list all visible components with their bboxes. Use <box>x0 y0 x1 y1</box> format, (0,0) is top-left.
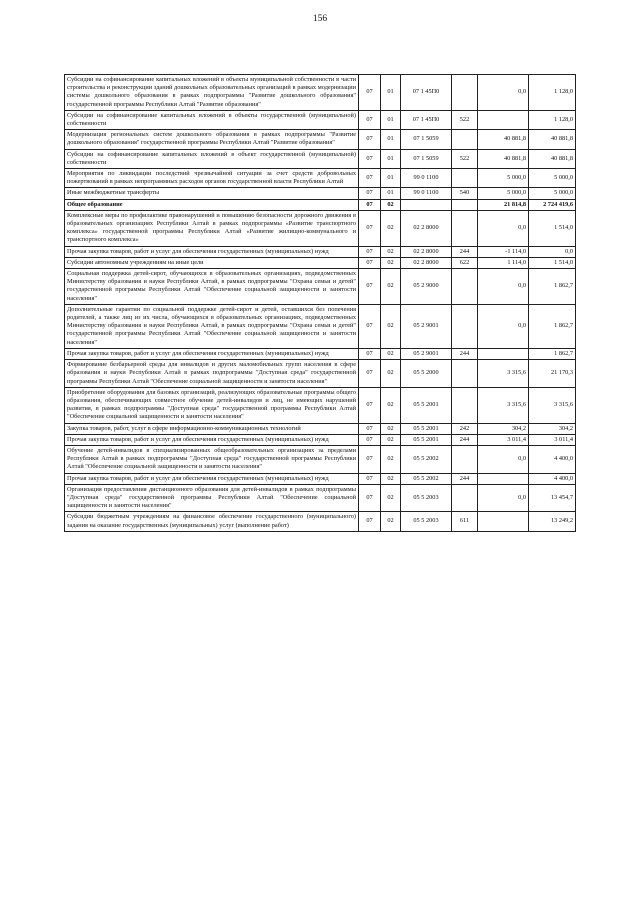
amount-change: 3 011,4 <box>478 434 529 445</box>
expense-type-code: 522 <box>452 110 478 129</box>
amount-change: 3 315,6 <box>478 387 529 423</box>
target-article-code: 99 0 1100 <box>401 169 452 188</box>
section-code: 07 <box>359 387 381 423</box>
amount-change: 0,0 <box>478 75 529 111</box>
section-code: 07 <box>359 304 381 348</box>
amount-total: 1 128,0 <box>529 75 576 111</box>
section-code: 07 <box>359 169 381 188</box>
row-name: Субсидии автономным учреждениям на иные цели <box>65 257 359 268</box>
table-row <box>65 512 576 531</box>
subsection-code: 02 <box>381 360 401 388</box>
subsection-code: 02 <box>381 269 401 305</box>
row-name: Субсидии бюджетным учреждениям на финансовое обеспечение государственного (муниципального) задания на оказание государственных (муниципальных) услуг (выполнение работ) <box>65 512 359 531</box>
row-name: Приобретение оборудования для базовых организаций, реализующих образовательные программы общего образования, обеспечивающих совместное обучение детей-инвалидов и лиц, не имеющих нарушений развития, в рамках подпрограммы "Доступная среда" государственной программы Республики Алтай "Обеспечение социальной защищенности и занятости населения" <box>65 387 359 423</box>
table-row <box>65 149 576 168</box>
target-article-code: 07 1 5059 <box>401 149 452 168</box>
target-article-code: 05 5 2002 <box>401 473 452 484</box>
table-row <box>65 188 576 199</box>
section-code: 07 <box>359 75 381 111</box>
amount-change: -1 114,0 <box>478 246 529 257</box>
expense-type-code <box>452 360 478 388</box>
expense-type-code <box>452 210 478 246</box>
amount-total: 1 128,0 <box>529 110 576 129</box>
table-row <box>65 360 576 388</box>
amount-change: 5 000,0 <box>478 188 529 199</box>
target-article-code: 05 5 2003 <box>401 484 452 512</box>
amount-change <box>478 512 529 531</box>
table-row <box>65 110 576 129</box>
amount-change: 0,0 <box>478 484 529 512</box>
amount-change: 304,2 <box>478 423 529 434</box>
amount-total: 2 724 419,6 <box>529 199 576 210</box>
target-article-code: 05 5 2000 <box>401 360 452 388</box>
expense-type-code: 244 <box>452 434 478 445</box>
subsection-code: 02 <box>381 199 401 210</box>
expense-type-code: 244 <box>452 473 478 484</box>
row-name: Комплексные меры по профилактике правонарушений и повышению безопасности дорожного движения в образовательных организациях Республики Алтай в рамках подпрограммы «Развитие транспортного комплекса» государственной программы Республики Алтай «Развитие жилищно-коммунального и транспортного комплекса» <box>65 210 359 246</box>
subsection-code: 02 <box>381 348 401 359</box>
expense-type-code: 244 <box>452 246 478 257</box>
row-name: Модернизация региональных систем дошкольного образования в рамках подпрограммы "Развитие дошкольного образования" государственной программы Республики Алтай "Развитие образования" <box>65 130 359 149</box>
table-row <box>65 423 576 434</box>
target-article-code: 05 5 2001 <box>401 423 452 434</box>
expense-type-code: 242 <box>452 423 478 434</box>
table-row <box>65 246 576 257</box>
expense-type-code: 540 <box>452 188 478 199</box>
amount-total: 40 881,8 <box>529 130 576 149</box>
target-article-code: 05 5 2003 <box>401 512 452 531</box>
amount-change: 40 881,8 <box>478 149 529 168</box>
section-code: 07 <box>359 149 381 168</box>
amount-change: 21 814,8 <box>478 199 529 210</box>
amount-total: 5 000,0 <box>529 188 576 199</box>
expense-type-code: 244 <box>452 348 478 359</box>
amount-change: 5 000,0 <box>478 169 529 188</box>
amount-total: 13 249,2 <box>529 512 576 531</box>
row-name: Закупка товаров, работ, услуг в сфере информационно-коммуникационных технологий <box>65 423 359 434</box>
target-article-code: 07 1 45П0 <box>401 110 452 129</box>
amount-change: 0,0 <box>478 210 529 246</box>
section-code: 07 <box>359 130 381 149</box>
table-row <box>65 130 576 149</box>
table-row <box>65 434 576 445</box>
expense-type-code <box>452 130 478 149</box>
subsection-code: 02 <box>381 512 401 531</box>
amount-change <box>478 348 529 359</box>
row-name: Дополнительные гарантии по социальной поддержке детей-сирот и детей, оставшихся без попечения родителей, а также лиц из их числа, обучающихся в образовательных организациях, подведомственных Министерству образования и науки Республики Алтай, в рамках подпрограммы "Охрана семьи и детей" государственной программы Республики Алтай "Обеспечение социальной защищенности и занятости населения" <box>65 304 359 348</box>
subsection-code: 02 <box>381 423 401 434</box>
subsection-code: 02 <box>381 484 401 512</box>
subsection-code: 01 <box>381 75 401 111</box>
subsection-code: 02 <box>381 246 401 257</box>
amount-total: 1 514,0 <box>529 210 576 246</box>
section-code: 07 <box>359 246 381 257</box>
amount-change: 40 881,8 <box>478 130 529 149</box>
table-row <box>65 199 576 210</box>
target-article-code: 05 2 9001 <box>401 304 452 348</box>
amount-change <box>478 110 529 129</box>
section-code: 07 <box>359 348 381 359</box>
table-row <box>65 210 576 246</box>
expense-type-code <box>452 484 478 512</box>
table-row <box>65 348 576 359</box>
amount-total: 21 170,3 <box>529 360 576 388</box>
row-name: Обучение детей-инвалидов в специализированных общеобразовательных организациях за пределами Республики Алтай в рамках подпрограммы "Доступная среда" государственной программы Республики Алтай "Обеспечение социальной защищенности и занятости населения" <box>65 445 359 473</box>
subsection-code: 01 <box>381 169 401 188</box>
table-row <box>65 304 576 348</box>
target-article-code: 05 5 2001 <box>401 387 452 423</box>
amount-total: 13 454,7 <box>529 484 576 512</box>
row-name: Организация предоставления дистанционного образования для детей-инвалидов в рамках подпрограммы "Доступная среда" государственной программы Республики Алтай "Обеспечение социальной защищенности и занятости населения" <box>65 484 359 512</box>
target-article-code: 02 2 8000 <box>401 246 452 257</box>
table-row <box>65 445 576 473</box>
subsection-code: 01 <box>381 130 401 149</box>
table-row <box>65 473 576 484</box>
subsection-code: 02 <box>381 257 401 268</box>
amount-change: 0,0 <box>478 269 529 305</box>
table-row <box>65 75 576 111</box>
row-name: Формирование безбарьерной среды для инвалидов и других маломобильных групп населения в сфере образования и науки Республики Алтай в рамках подпрограммы "Доступная среда" государственной программы Республики Алтай "Обеспечение социальной защищенности и занятости населения" <box>65 360 359 388</box>
subsection-code: 02 <box>381 304 401 348</box>
row-name: Субсидии на софинансирование капитальных вложений в объекты государственной (муниципальной) собственности <box>65 110 359 129</box>
amount-change: 0,0 <box>478 304 529 348</box>
expense-type-code: 522 <box>452 149 478 168</box>
amount-total: 1 862,7 <box>529 304 576 348</box>
section-code: 07 <box>359 484 381 512</box>
expense-type-code <box>452 445 478 473</box>
expense-type-code <box>452 199 478 210</box>
row-name: Субсидии на софинансирование капитальных вложений в объект государственной (муниципальной) собственности <box>65 149 359 168</box>
section-code: 07 <box>359 269 381 305</box>
target-article-code: 07 1 45П0 <box>401 75 452 111</box>
expense-type-code <box>452 169 478 188</box>
row-name: Общее образование <box>65 199 359 210</box>
table-row <box>65 269 576 305</box>
row-name: Прочая закупка товаров, работ и услуг для обеспечения государственных (муниципальных) нужд <box>65 473 359 484</box>
amount-total: 1 862,7 <box>529 348 576 359</box>
subsection-code: 01 <box>381 110 401 129</box>
subsection-code: 02 <box>381 473 401 484</box>
amount-total: 304,2 <box>529 423 576 434</box>
table-row <box>65 169 576 188</box>
subsection-code: 02 <box>381 387 401 423</box>
amount-total: 40 881,8 <box>529 149 576 168</box>
amount-total: 4 400,0 <box>529 473 576 484</box>
row-name: Прочая закупка товаров, работ и услуг для обеспечения государственных (муниципальных) нужд <box>65 246 359 257</box>
amount-total: 4 400,0 <box>529 445 576 473</box>
row-name: Социальная поддержка детей-сирот, обучающихся в образовательных организациях, подведомственных Министерству образования и науки Республики Алтай, в рамках подпрограммы "Охрана семьи и детей" государственной программы Республики Алтай "Обеспечение социальной защищенности и занятости населения" <box>65 269 359 305</box>
subsection-code: 01 <box>381 188 401 199</box>
section-code: 07 <box>359 445 381 473</box>
target-article-code: 05 2 9000 <box>401 269 452 305</box>
subsection-code: 02 <box>381 445 401 473</box>
expense-type-code <box>452 387 478 423</box>
amount-change: 1 114,0 <box>478 257 529 268</box>
target-article-code: 05 5 2002 <box>401 445 452 473</box>
table-row <box>65 257 576 268</box>
expense-type-code <box>452 304 478 348</box>
target-article-code: 07 1 5059 <box>401 130 452 149</box>
section-code: 07 <box>359 188 381 199</box>
amount-total: 5 000,0 <box>529 169 576 188</box>
expense-type-code: 622 <box>452 257 478 268</box>
amount-total: 3 315,6 <box>529 387 576 423</box>
subsection-code: 01 <box>381 149 401 168</box>
target-article-code <box>401 199 452 210</box>
section-code: 07 <box>359 434 381 445</box>
row-name: Мероприятия по ликвидации последствий чрезвычайной ситуации за счет средств добровольных пожертвований в рамках непрограммных расходов органов государственной власти Республики Алтай <box>65 169 359 188</box>
section-code: 07 <box>359 110 381 129</box>
expense-type-code <box>452 75 478 111</box>
amount-total: 1 514,0 <box>529 257 576 268</box>
budget-table-body <box>65 75 576 532</box>
page-number: 156 <box>312 14 328 24</box>
section-code: 07 <box>359 473 381 484</box>
subsection-code: 02 <box>381 434 401 445</box>
target-article-code: 02 2 8000 <box>401 210 452 246</box>
section-code: 07 <box>359 512 381 531</box>
expense-type-code <box>452 269 478 305</box>
amount-change: 0,0 <box>478 445 529 473</box>
section-code: 07 <box>359 360 381 388</box>
target-article-code: 05 2 9001 <box>401 348 452 359</box>
row-name: Прочая закупка товаров, работ и услуг для обеспечения государственных (муниципальных) нужд <box>65 348 359 359</box>
row-name: Субсидии на софинансирование капитальных вложений в объекты муниципальной собственности в части строительства и реконструкции зданий дошкольных образовательных организаций в рамках модернизации системы дошкольного образования в рамках подпрограммы "Развитие дошкольного образования" государственной программы Республики Алтай "Развитие образования" <box>65 75 359 111</box>
target-article-code: 99 0 1100 <box>401 188 452 199</box>
amount-total: 0,0 <box>529 246 576 257</box>
section-code: 07 <box>359 257 381 268</box>
amount-change: 3 315,6 <box>478 360 529 388</box>
section-code: 07 <box>359 199 381 210</box>
table-row <box>65 484 576 512</box>
expense-type-code: 611 <box>452 512 478 531</box>
budget-table <box>64 74 576 532</box>
amount-change <box>478 473 529 484</box>
amount-total: 3 011,4 <box>529 434 576 445</box>
subsection-code: 02 <box>381 210 401 246</box>
section-code: 07 <box>359 423 381 434</box>
row-name: Иные межбюджетные трансферты <box>65 188 359 199</box>
target-article-code: 05 5 2001 <box>401 434 452 445</box>
amount-total: 1 862,7 <box>529 269 576 305</box>
row-name: Прочая закупка товаров, работ и услуг для обеспечения государственных (муниципальных) нужд <box>65 434 359 445</box>
section-code: 07 <box>359 210 381 246</box>
table-row <box>65 387 576 423</box>
target-article-code: 02 2 8000 <box>401 257 452 268</box>
